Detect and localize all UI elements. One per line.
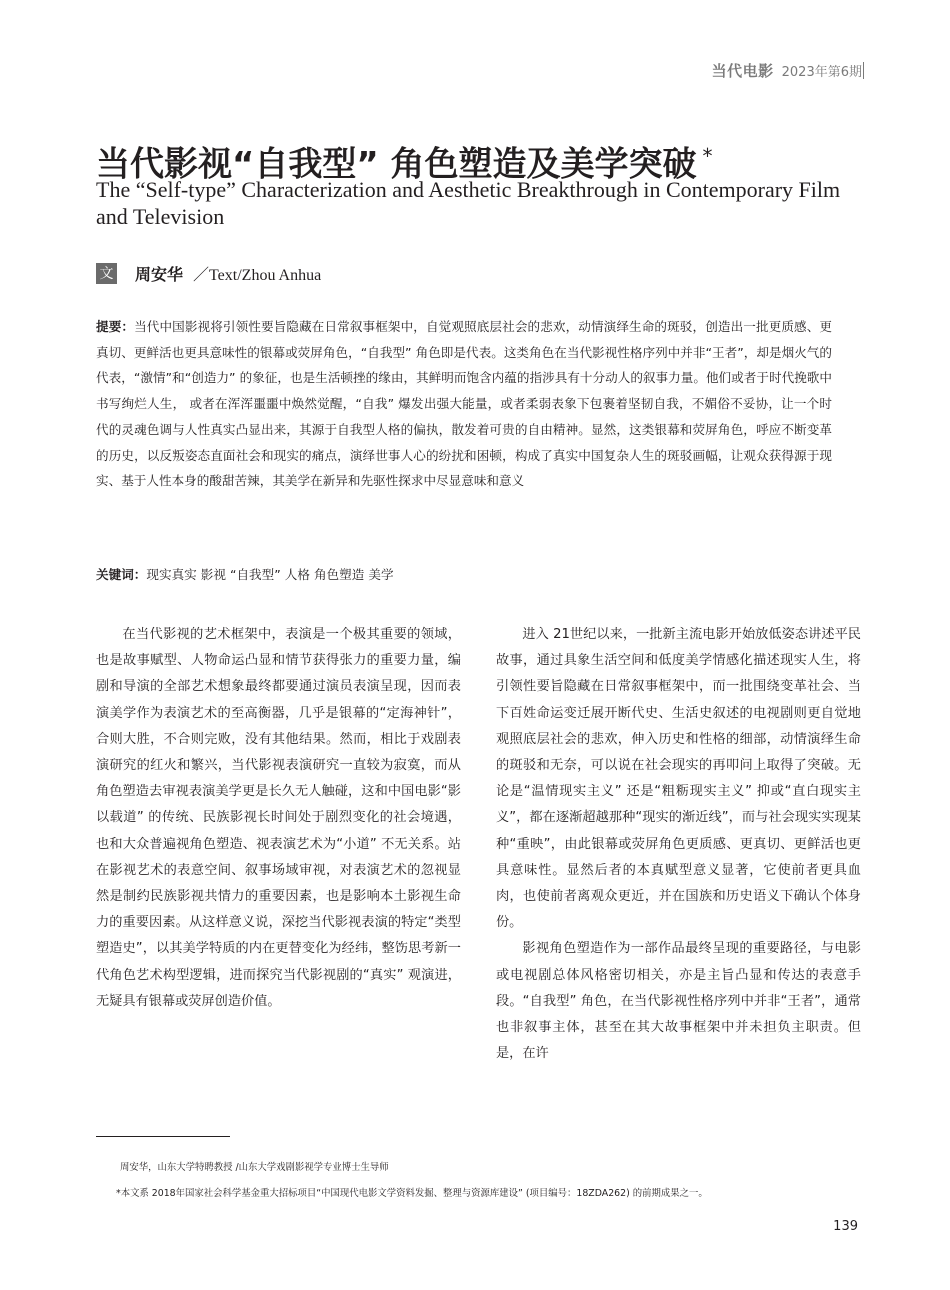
footnote-divider [96, 1136, 230, 1137]
body-column-left [96, 622, 461, 1015]
article-title-cn: 当代影视“自我型” 角色塑造及美学突破 * [96, 144, 713, 185]
text-label-box: 文 [96, 263, 117, 284]
paragraph: 进入 21世纪以来，一批新主流电影开始放低姿态讲述平民故事，通过具象生活空间和低度美学情感化描述现实人生，将引领性要旨隐藏在日常叙事框架中，而一批围绕变革社会、当下百姓命运变迁展开断代史、生活史叙述的电视剧则更自觉地观照底层社会的悲欢，伸入历史和性格的细部，动情演绎生命的斑驳和无奈，可以说在社会现实的再叩问上取得了突破。无论是“温情现实主义” 还是“粗粝现实主义” 抑或“直白现实主义”，都在逐渐超越那种“现实的渐近线”，而与社会现实实现某种“重映”，由此银幕或荧屏角色更质感、更真切、更鲜活也更具意味性。显然后者的本真赋型意义显著，它使前者更具血肉，也使前者离观众更近，并在国族和历史语义下确认个体身份。 [496, 627, 861, 931]
title-footnote-mark: * [702, 144, 713, 168]
header-divider [863, 62, 864, 79]
author-name: 周安华 [135, 264, 184, 284]
keywords [96, 563, 832, 587]
body-column-right [496, 622, 861, 1067]
author-line [96, 262, 321, 284]
footnote-funding: *本文系 2018年国家社会科学基金重大招标项目“中国现代电影文学资料发掘、整理与资源库建设” (项目编号：18ZDA262) 的前期成果之一。 [116, 1188, 708, 1199]
running-header [712, 60, 862, 80]
journal-name: 当代电影 [711, 61, 774, 80]
article-title-en: The “Self-type” Characterization and Aesthetic Breakthrough in Contemporary Film and Television [96, 177, 841, 229]
issue-label: 2023年第6期 [781, 64, 862, 80]
keywords-label: 关键词： [96, 567, 147, 582]
keywords-text: 现实真实 影视 “自我型” 人格 角色塑造 美学 [146, 567, 394, 582]
abstract [96, 314, 832, 494]
author-name-en: ／Text/Zhou Anhua [193, 266, 322, 284]
abstract-label: 提要： [96, 319, 135, 334]
abstract-text: 当代中国影视将引领性要旨隐藏在日常叙事框架中，自觉观照底层社会的悲欢，动情演绎生命的斑驳，创造出一批更质感、更真切、更鲜活也更具意味性的银幕或荧屏角色，“自我型” 角色即是代表。这类角色在当代影视性格序列中并非“王者”，却是烟火气的代表，“激情”和“创造力” 的象征，也是生活顿挫的缘由，其鲜明而饱含内蕴的指涉具有十分动人的叙事力量。他们或者于时代挽歌中书写绚烂人生， 或者在浑浑噩噩中焕然觉醒，“自我” 爆发出强大能量，或者柔弱表象下包裹着坚韧自我，不媚俗不妥协，让一个时代的灵魂色调与人性真实凸显出来，其源于自我型人格的偏执，散发着可贵的自由精神。显然，这类银幕和荧屏角色，呼应不断变革的历史，以反叛姿态直面社会和现实的痛点，演绎世事人心的纷扰和困顿，构成了真实中国复杂人生的斑驳画幅，让观众获得源于现实、基于人性本身的酸甜苦辣，其美学在新异和先驱性探求中尽显意味和意义 [96, 319, 833, 489]
paragraph: 在当代影视的艺术框架中，表演是一个极其重要的领域，也是故事赋型、人物命运凸显和情节获得张力的重要力量，编剧和导演的全部艺术想象最终都要通过演员表演呈现，因而表演美学作为表演艺术的至高衡器，几乎是银幕的“定海神针”，合则大胜，不合则完败，没有其他结果。然而，相比于戏剧表演研究的红火和繁兴，当代影视表演研究一直较为寂寞，而从角色塑造去审视表演美学更是长久无人触碰，这和中国电影“影以载道” 的传统、民族影视长时间处于剧烈变化的社会境遇，也和大众普遍视角色塑造、视表演艺术为“小道” 不无关系。站在影视艺术的表意空间、叙事场域审视，对表演艺术的忽视显然是制约民族影视共情力的重要因素，也是影响本土影视生命力的重要因素。从这样意义说，深挖当代影视表演的特定“类型塑造史”，以其美学特质的内在更替变化为经纬，整饬思考新一代角色艺术构型逻辑，进而探究当代影视剧的“真实” 观演进，无疑具有银幕或荧屏创造价值。 [96, 627, 461, 1009]
footnote-author: 周安华，山东大学特聘教授 /山东大学戏剧影视学专业博士生导师 [120, 1162, 389, 1173]
paragraph: 影视角色塑造作为一部作品最终呈现的重要路径，与电影或电视剧总体风格密切相关，亦是主旨凸显和传达的表意手段。“自我型” 角色，在当代影视性格序列中并非“王者”，通常也非叙事主体，甚至在其大故事框架中并未担负主职责。但是，在许 [496, 941, 861, 1062]
page-number: 139 [833, 1219, 858, 1234]
